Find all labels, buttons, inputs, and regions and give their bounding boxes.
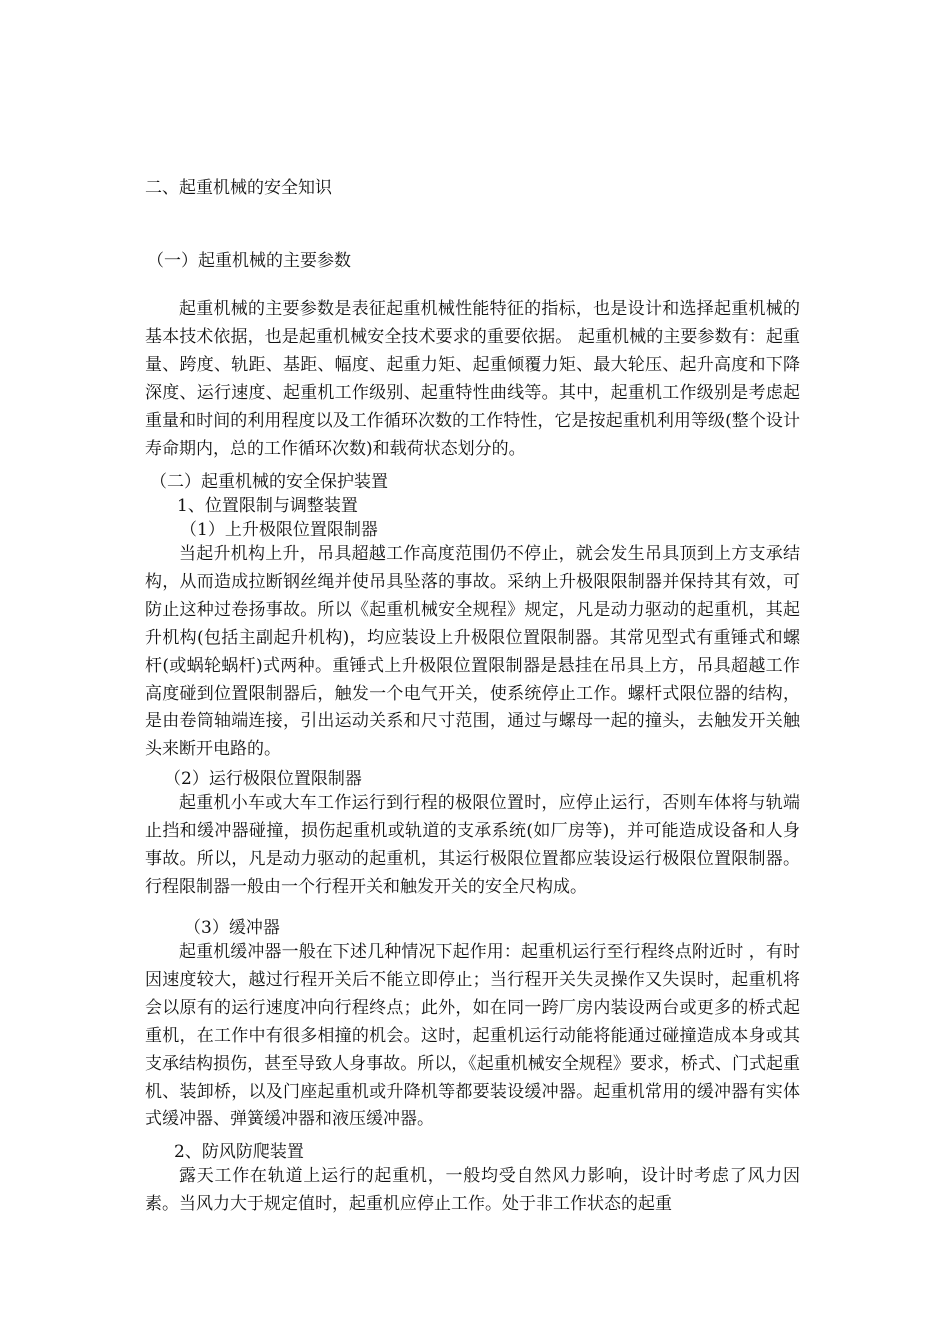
item-title-buffer: （3）缓冲器	[184, 918, 280, 938]
paragraph-lift-limiter: 当起升机构上升，吊具超越工作高度范围仍不停止，就会发生吊具顶到上方支承结构，从而造成拉断钢丝绳并使吊具坠落的事故。采纳上升极限限制器并保持其有效，可防止这种过卷扬事故。所以《起重机械安全规程》规定，凡是动力驱动的起重机，其起升机构(包括主副起升机构)，均应装设上升极限位置限制器。其常见型式有重锤式和螺杆(或蜗轮蜗杆)式两种。重锤式上升极限位置限制器是悬挂在吊具上方，吊具超越工作高度碰到位置限制器后，触发一个电气开关，使系统停止工作。螺杆式限位器的结构，是由卷筒轴端连接，引出运动关系和尺寸范围，通过与螺母一起的撞头，去触发开关触头来断开电路的。	[145, 544, 800, 760]
subsection-title-safety-devices: （二）起重机械的安全保护装置	[150, 472, 388, 492]
item-title-lift-limiter: （1）上升极限位置限制器	[180, 520, 378, 540]
paragraph-main-parameters: 起重机械的主要参数是表征起重机械性能特征的指标，也是设计和选择起重机械的基本技术依据，也是起重机械安全技术要求的重要依据。 起重机械的主要参数有：起重量、跨度、轨距、基距、幅度、起重力矩、起重倾覆力矩、最大轮压、起升高度和下降深度、运行速度、起重机工作级别、起重特性曲线等。其中，起重机工作级别是考虑起重量和时间的利用程度以及工作循环次数的工作特性，它是按起重机利用等级(整个设计寿命期内，总的工作循环次数)和载荷状态划分的。	[145, 299, 800, 459]
paragraph-travel-limiter: 起重机小车或大车工作运行到行程的极限位置时，应停止运行，否则车体将与轨端止挡和缓冲器碰撞，损伤起重机或轨道的支承系统(如厂房等)，并可能造成设备和人身事故。所以，凡是动力驱动的起重机，其运行极限位置都应装设运行极限位置限制器。行程限制器一般由一个行程开关和触发开关的安全尺构成。	[145, 793, 800, 897]
item-title-position-limiting: 1、位置限制与调整装置	[177, 496, 358, 516]
section-title: 二、起重机械的安全知识	[145, 178, 332, 198]
item-title-wind-protection: 2、防风防爬装置	[174, 1142, 304, 1162]
paragraph-wind-protection: 露天工作在轨道上运行的起重机，一般均受自然风力影响，设计时考虑了风力因素。当风力大于规定值时，起重机应停止工作。处于非工作状态的起重	[145, 1166, 800, 1214]
paragraph-buffer: 起重机缓冲器一般在下述几种情况下起作用：起重机运行至行程终点附近时 ，有时因速度较大，越过行程开关后不能立即停止；当行程开关失灵操作又失误时，起重机将会以原有的运行速度冲向行程终点；此外，如在同一跨厂房内装设两台或更多的桥式起重机，在工作中有很多相撞的机会。这时，起重机运行动能将能通过碰撞造成本身或其支承结构损伤，甚至导致人身事故。所以，《起重机械安全规程》要求，桥式、门式起重机、装卸桥，以及门座起重机或升降机等都要装设缓冲器。起重机常用的缓冲器有实体式缓冲器、弹簧缓冲器和液压缓冲器。	[145, 942, 800, 1130]
item-title-travel-limiter: （2）运行极限位置限制器	[164, 769, 362, 789]
subsection-title-main-parameters: （一）起重机械的主要参数	[147, 251, 351, 271]
